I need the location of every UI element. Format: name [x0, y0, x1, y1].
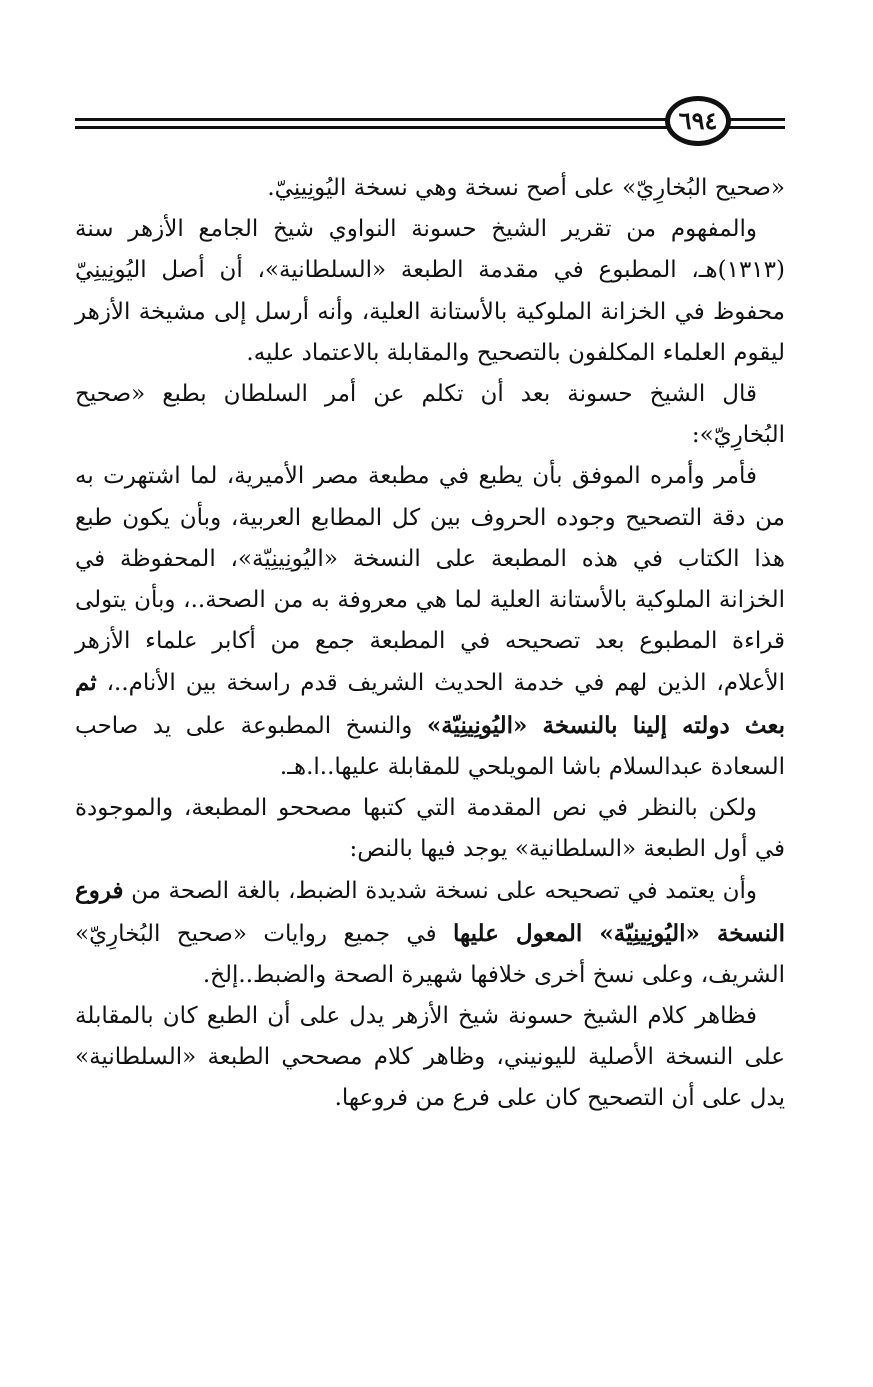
paragraph-quote-intro: قال الشيخ حسونة بعد أن تكلم عن أمر السلطان بطبع «صحيح البُخارِيّ»: [75, 381, 785, 449]
paragraph-quote [75, 456, 785, 788]
paragraph-continuation: «صحيح البُخارِيّ» على أصح نسخة وهي نسخة اليُونِينِيّ. [267, 175, 785, 201]
intro-quote-part-2: في جميع روايات «صحيح البُخارِيّ» الشريف، وعلى نسخ أخرى خلافها شهيرة الصحة والضبط..إلخ. [75, 920, 785, 988]
page-body [75, 168, 785, 1120]
intro-quote-part-1: وأن يعتمد في تصحيحه على نسخة شديدة الضبط، بالغة الصحة من [123, 878, 757, 905]
paragraph-conclusion: فظاهر كلام الشيخ حسونة شيخ الأزهر يدل على أن الطبع كان بالمقابلة على النسخة الأصلية لليونيني، وظاهر كلام مصححي الطبعة «السلطانية» يدل على أن التصحيح كان على فرع من فروعها. [75, 1003, 785, 1112]
header-rule-bottom-left [75, 126, 667, 129]
header-rule-bottom-right [727, 126, 785, 129]
quote-bold-phrase: ثم بعث دولته إلينا بالنسخة «اليُونِينِيّة» [75, 669, 785, 739]
page-number: ٦٩٤ [678, 106, 718, 135]
page-number-badge [665, 96, 731, 146]
quote-text-part-2: والنسخ المطبوعة على يد صاحب السعادة عبدالسلام باشا المويلحي للمقابلة عليها..ا.هـ. [75, 712, 785, 780]
page-header [75, 96, 785, 156]
intro-quote-bold-phrase: فروع النسخة «اليُونِينِيّة» المعول عليها [75, 877, 785, 947]
paragraph-hassouna-report: والمفهوم من تقرير الشيخ حسونة النواوي شيخ الجامع الأزهر سنة (١٣١٣)هـ، المطبوع في مقدمة الطبعة «السلطانية»، أن أصل اليُونِينِيّ محفوظ في الخزانة الملوكية بالأستانة العلية، وأنه أرسل إلى مشيخة الأزهر ليقوم العلماء المكلفون بالتصحيح والمقابلة بالاعتماد عليه. [75, 216, 785, 366]
quote-text-part-1: فأمر وأمره الموفق بأن يطبع في مطبعة مصر الأميرية، لما اشتهرت به من دقة التصحيح وجوده الحروف بين كل المطابع العربية، وبأن يكون طبع هذا الكتاب في هذه المطبعة على النسخة «اليُونِينِيّة»، المحفوظة في الخزانة الملوكية بالأستانة العلية لما هي معروفة به من الصحة..، وبأن يتولى قراءة المطبوع بعد تصحيحه في المطبعة جمع من أكابر علماء الأزهر الأعلام، الذين لهم في خدمة الحديث الشريف قدم راسخة بين الأنام..، [75, 463, 785, 697]
header-rule-top-left [75, 118, 667, 121]
paragraph-introduction-quote [75, 870, 785, 996]
paragraph-introduction-note: ولكن بالنظر في نص المقدمة التي كتبها مصححو المطبعة، والموجودة في أول الطبعة «السلطانية» يوجد فيها بالنص: [75, 795, 785, 863]
header-rule-top-right [727, 118, 785, 121]
